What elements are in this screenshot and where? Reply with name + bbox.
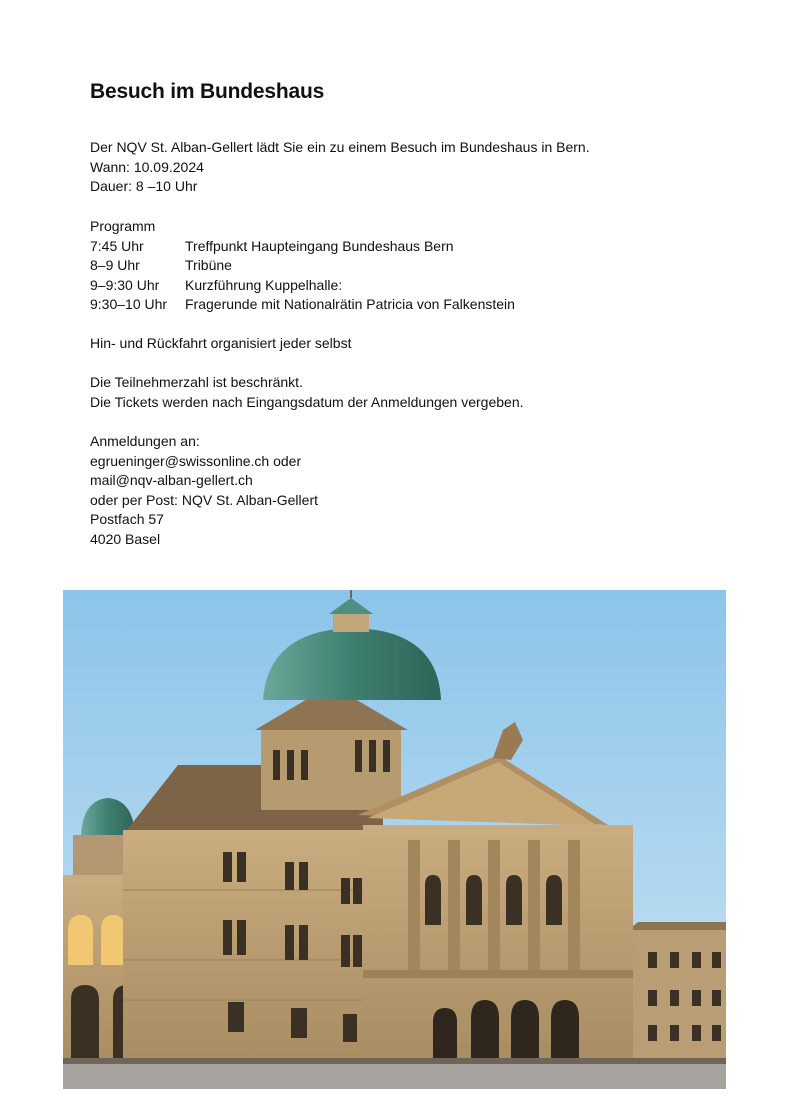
programme-heading: Programm bbox=[90, 218, 156, 234]
registration-block bbox=[90, 432, 318, 550]
invitation-text: Der NQV St. Alban-Gellert lädt Sie ein zu einem Besuch im Bundeshaus in Bern. bbox=[90, 139, 590, 155]
registration-email-1: egrueninger@swissonline.ch oder bbox=[90, 452, 302, 469]
limit-text: Die Teilnehmerzahl ist beschränkt. bbox=[90, 374, 303, 390]
registration-email-2: mail@nqv-alban-gellert.ch bbox=[90, 472, 253, 489]
registration-post: oder per Post: NQV St. Alban-Gellert bbox=[90, 491, 318, 508]
programme-activity: Fragerunde mit Nationalrätin Patricia von Falkenstein bbox=[185, 296, 515, 313]
programme-row bbox=[90, 276, 515, 296]
programme-block bbox=[90, 217, 515, 315]
programme-row bbox=[90, 237, 515, 257]
registration-heading: Anmeldungen an: bbox=[90, 433, 200, 449]
programme-time: 9:30–10 Uhr bbox=[90, 296, 168, 313]
limit-block bbox=[90, 373, 524, 412]
programme-activity: Tribüne bbox=[185, 257, 232, 274]
square bbox=[63, 1062, 726, 1089]
registration-city: 4020 Basel bbox=[90, 530, 161, 547]
programme-time: 8–9 Uhr bbox=[90, 257, 140, 274]
event-duration: Dauer: 8 –10 Uhr bbox=[90, 178, 198, 195]
event-date: Wann: 10.09.2024 bbox=[90, 158, 204, 175]
bundeshaus-photo bbox=[63, 590, 726, 1089]
intro-block bbox=[90, 138, 590, 197]
registration-postbox: Postfach 57 bbox=[90, 511, 164, 528]
programme-activity: Kurzführung Kuppelhalle: bbox=[185, 276, 343, 293]
page-title: Besuch im Bundeshaus bbox=[90, 80, 325, 103]
programme-row bbox=[90, 256, 515, 276]
ticket-text: Die Tickets werden nach Eingangsdatum der Anmeldungen vergeben. bbox=[90, 393, 524, 410]
programme-row bbox=[90, 295, 515, 315]
travel-note: Hin- und Rückfahrt organisiert jeder selbst bbox=[90, 335, 352, 351]
dome-drum bbox=[261, 730, 401, 810]
programme-time: 7:45 Uhr bbox=[90, 237, 144, 254]
programme-activity: Treffpunkt Haupteingang Bundeshaus Bern bbox=[185, 237, 454, 254]
programme-time: 9–9:30 Uhr bbox=[90, 276, 160, 293]
bundeshaus-illustration bbox=[63, 590, 726, 1089]
